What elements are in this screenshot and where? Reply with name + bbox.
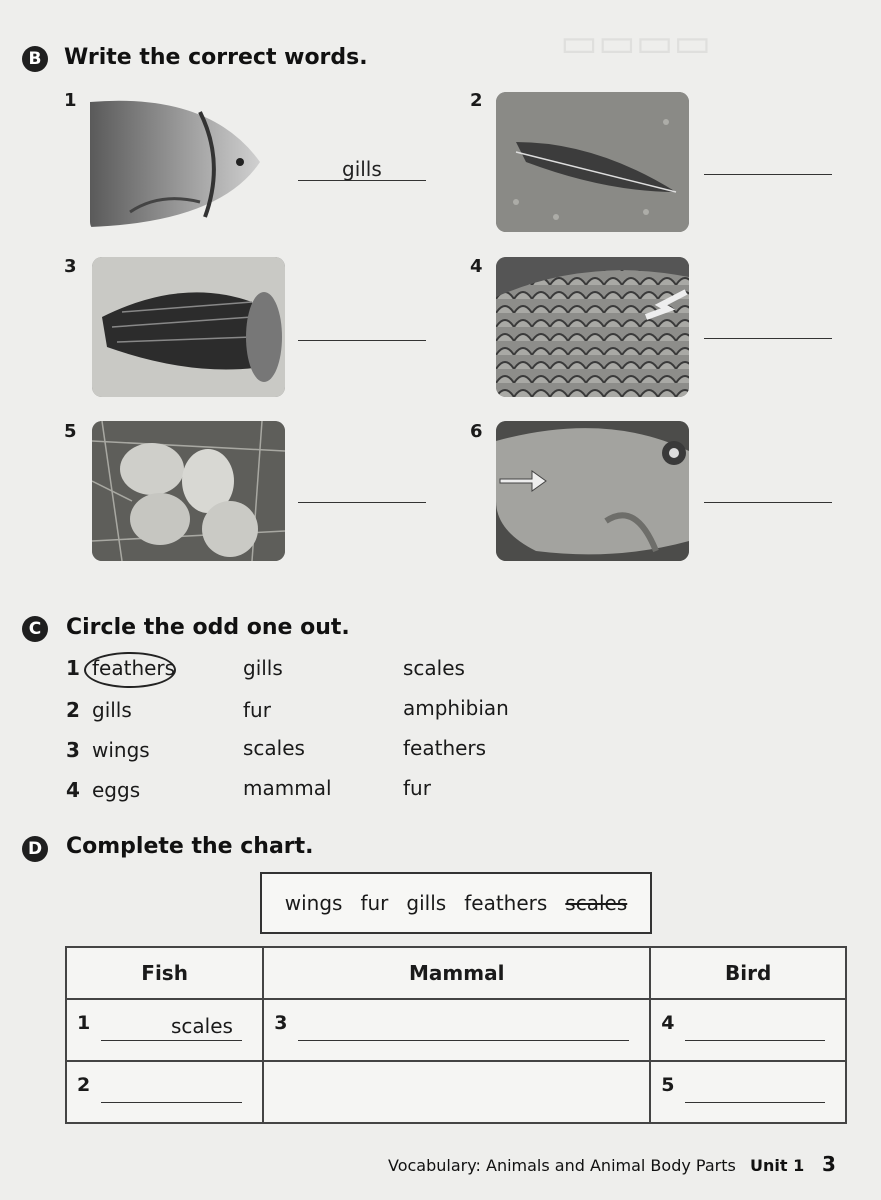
footer-unit: Unit 1: [750, 1156, 805, 1175]
answer-line-4[interactable]: [704, 314, 832, 339]
word-option[interactable]: amphibian: [403, 696, 509, 720]
section-b-badge: B: [22, 46, 48, 72]
section-c-title: Circle the odd one out.: [66, 615, 350, 640]
cell-answer-line: [685, 1040, 825, 1041]
row-number: 2: [66, 698, 80, 722]
cell-number: 2: [77, 1074, 91, 1096]
page-number: 3: [822, 1152, 836, 1176]
answer-line-6[interactable]: [704, 478, 832, 503]
word-option[interactable]: scales: [243, 736, 305, 760]
chart-cell: [263, 1061, 650, 1123]
word-option[interactable]: fur: [403, 776, 431, 800]
cell-answer-line: [101, 1102, 242, 1103]
chart-header-bird: Bird: [650, 947, 846, 999]
word-box: [260, 872, 652, 934]
category-chart: [65, 946, 847, 1124]
item-number: 1: [64, 90, 77, 111]
chart-cell[interactable]: [650, 999, 846, 1061]
row-number: 1: [66, 656, 80, 680]
chart-cell[interactable]: [263, 999, 650, 1061]
cell-number: 5: [661, 1074, 675, 1096]
word-option[interactable]: eggs: [92, 778, 141, 802]
eggs-in-nest-photo: [92, 421, 285, 561]
answer-line-5[interactable]: [298, 478, 426, 503]
word-box-item: wings: [284, 891, 343, 915]
word-option[interactable]: gills: [243, 656, 283, 680]
item-number: 4: [470, 256, 483, 277]
word-box-item: fur: [360, 891, 389, 915]
word-option[interactable]: fur: [243, 698, 271, 722]
word-box-item: feathers: [464, 891, 548, 915]
chart-header-mammal: Mammal: [263, 947, 650, 999]
cell-number: 3: [274, 1012, 288, 1034]
section-c-badge: C: [22, 616, 48, 642]
word-option[interactable]: gills: [92, 698, 132, 722]
word-option[interactable]: mammal: [243, 776, 332, 800]
cell-number: 1: [77, 1012, 91, 1034]
word-option[interactable]: feathers: [403, 736, 487, 760]
answer-line-3[interactable]: [298, 316, 426, 341]
word-option[interactable]: feathers: [92, 656, 176, 680]
chart-cell[interactable]: [66, 1061, 263, 1123]
word-option[interactable]: scales: [403, 656, 465, 680]
fish-scales-photo: [496, 257, 689, 397]
section-d-badge: D: [22, 836, 48, 862]
cell-answer-line: [101, 1040, 242, 1041]
item-number: 6: [470, 421, 483, 442]
item-number: 2: [470, 90, 483, 111]
frog-photo: [496, 421, 689, 561]
footer-topic: Vocabulary: Animals and Animal Body Parts: [388, 1156, 736, 1175]
bird-wing-photo: [92, 257, 285, 397]
cell-answer: scales: [171, 1014, 233, 1038]
chart-cell[interactable]: [650, 1061, 846, 1123]
chart-cell[interactable]: [66, 999, 263, 1061]
fish-head-photo: [90, 92, 270, 232]
cell-number: 4: [661, 1012, 675, 1034]
row-number: 3: [66, 738, 80, 762]
row-number: 4: [66, 778, 80, 802]
section-d-title: Complete the chart.: [66, 834, 314, 859]
answer-line-2[interactable]: [704, 150, 832, 175]
cell-answer-line: [685, 1102, 825, 1103]
bleed-through: ▭▭▭▭: [560, 20, 712, 66]
word-box-item-crossed: scales: [565, 891, 628, 915]
item-number: 5: [64, 421, 77, 442]
item-number: 3: [64, 256, 77, 277]
word-option[interactable]: wings: [92, 738, 150, 762]
chart-header-fish: Fish: [66, 947, 263, 999]
cell-answer-line: [298, 1040, 629, 1041]
section-b-title: Write the correct words.: [64, 45, 368, 70]
answer-text-1: gills: [342, 157, 382, 181]
word-box-item: gills: [406, 891, 447, 915]
feather-photo: [496, 92, 689, 232]
